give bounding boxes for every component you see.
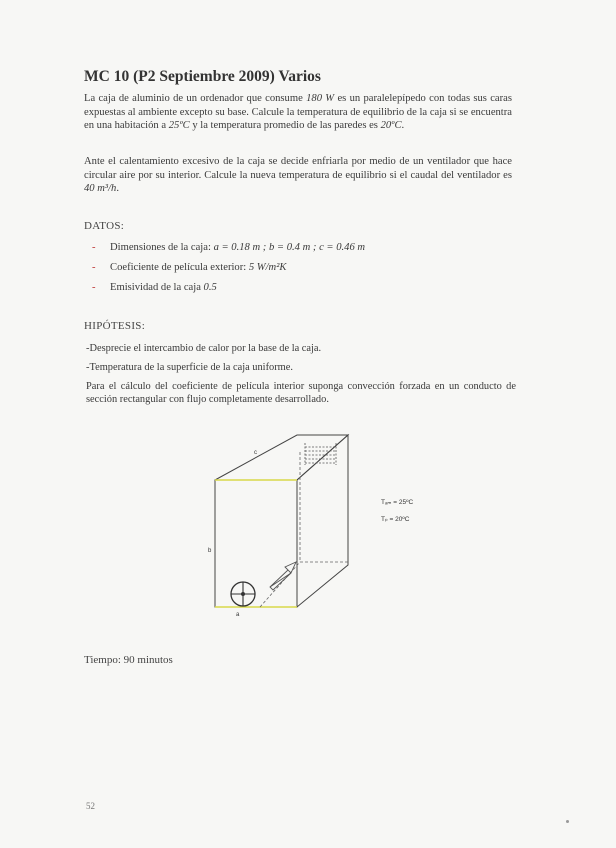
page-number: 52 <box>86 801 95 811</box>
fan-icon <box>231 582 255 606</box>
hipotesis-item: Para el cálculo del coeficiente de película interior suponga convección forzada en un conducto de sección rectangular con flujo completamente desarrollado. <box>86 381 516 405</box>
datos-item: - Coeficiente de película exterior: 5 W/m²K <box>92 262 287 273</box>
box-top-face <box>215 435 348 480</box>
flow-value: 40 m³/h <box>84 183 117 195</box>
hipotesis-heading: HIPÓTESIS: <box>84 320 146 332</box>
vent-grille-icon <box>305 443 336 465</box>
scan-dot <box>566 820 569 823</box>
room-temp-value: 25ºC <box>168 120 190 132</box>
problem-title: MC 10 (P2 Septiembre 2009) Varios <box>84 68 321 85</box>
ambient-temp-label: Tₐₘ = 25ºC <box>381 499 414 506</box>
hipotesis-item: -Temperatura de la superficie de la caja uniforme. <box>86 362 293 373</box>
datos-item: - Dimensiones de la caja: a = 0.18 m ; b = 0.4 m ; c = 0.46 m <box>92 242 366 253</box>
problem-paragraph-2: Ante el calentamiento excesivo de la caja se decide enfriarla por medio de un ventilador que hace circular aire por su interior. Calcule la nueva temperatura de equilibrio si el caudal del ventilador es 40 m³/h. <box>84 156 512 195</box>
label-a: a <box>236 612 240 618</box>
box-front-face <box>215 480 297 607</box>
power-value: 180 W <box>306 93 335 104</box>
hipotesis-item: -Desprecie el intercambio de calor por la base de la caja. <box>86 343 322 354</box>
wall-temp-value: 20ºC <box>380 120 402 132</box>
datos-heading: DATOS: <box>84 220 125 232</box>
datos-item: - Emisividad de la caja 0.5 <box>92 282 217 293</box>
time-limit: Tiempo: 90 minutos <box>84 654 173 666</box>
problem-paragraph-1: La caja de aluminio de un ordenador que consume 180 W es un paralelepípedo con todas sus caras expuestas al ambiente excepto su base. Calcule la temperatura de equilibrio de la caja si se encuentra en una habitación a 25ºC y la temperatura promedio de las paredes es 20ºC. <box>84 93 512 132</box>
computer-box-diagram <box>200 430 540 620</box>
airflow-arrow-icon <box>270 562 296 590</box>
datos-list <box>92 238 365 298</box>
label-c: c <box>254 450 257 456</box>
wall-temp-label: Tₚ = 20ºC <box>381 516 410 523</box>
label-b: b <box>208 548 212 554</box>
